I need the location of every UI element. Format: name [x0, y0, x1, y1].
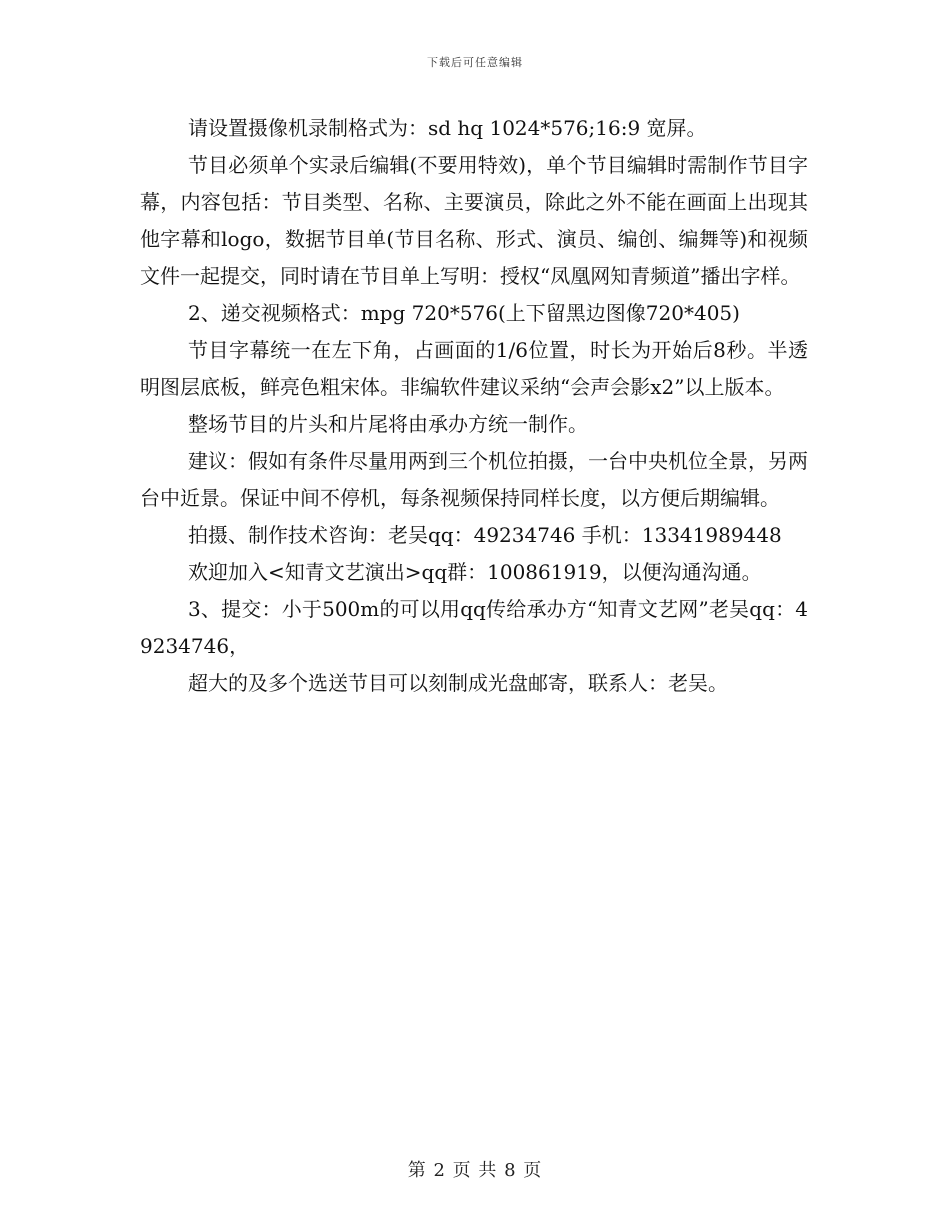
paragraph-large-files: 超大的及多个选送节目可以刻制成光盘邮寄，联系人：老吴。 [188, 671, 728, 695]
paragraph-editing-requirements: 节目必须单个实录后编辑(不要用特效)，单个节目编辑时需制作节目字幕，内容包括：节目类型、名称、主要演员，除此之外不能在画面上出现其他字幕和logo，数据节目单(节目名称、形式、演员、编创、编舞等)和视频文件一起提交，同时请在节目单上写明：授权“凤凰网知青频道”播出字样。 [140, 153, 808, 288]
paragraph-submission: 3、提交：小于500m的可以用qq传给承办方“知青文艺网”老吴qq：49234746， [140, 597, 808, 658]
page-number-footer: 第 2 页 共 8 页 [407, 1160, 543, 1181]
document-body [140, 110, 808, 702]
paragraph-tech-contact: 拍摄、制作技术咨询：老吴qq：49234746 手机：13341989448 [188, 523, 782, 547]
paragraph-recording-format: 请设置摄像机录制格式为：sd hq 1024*576;16:9 宽屏。 [188, 116, 707, 140]
paragraph-camera-suggestion: 建议：假如有条件尽量用两到三个机位拍摄，一台中央机位全景，另两台中近景。保证中间不停机，每条视频保持同样长度，以方便后期编辑。 [140, 449, 808, 510]
paragraph-caption-rules: 节目字幕统一在左下角，占画面的1/6位置，时长为开始后8秒。半透明图层底板，鲜亮色粗宋体。非编软件建议采纳“会声会影x2”以上版本。 [140, 338, 808, 399]
paragraph-qq-group: 欢迎加入<知青文艺演出>qq群：100861919，以便沟通沟通。 [188, 560, 762, 584]
header-note: 下载后可任意编辑 [427, 56, 523, 69]
paragraph-video-format: 2、递交视频格式：mpg 720*576(上下留黑边图像720*405) [188, 301, 740, 325]
paragraph-opening-closing: 整场节目的片头和片尾将由承办方统一制作。 [188, 412, 588, 436]
